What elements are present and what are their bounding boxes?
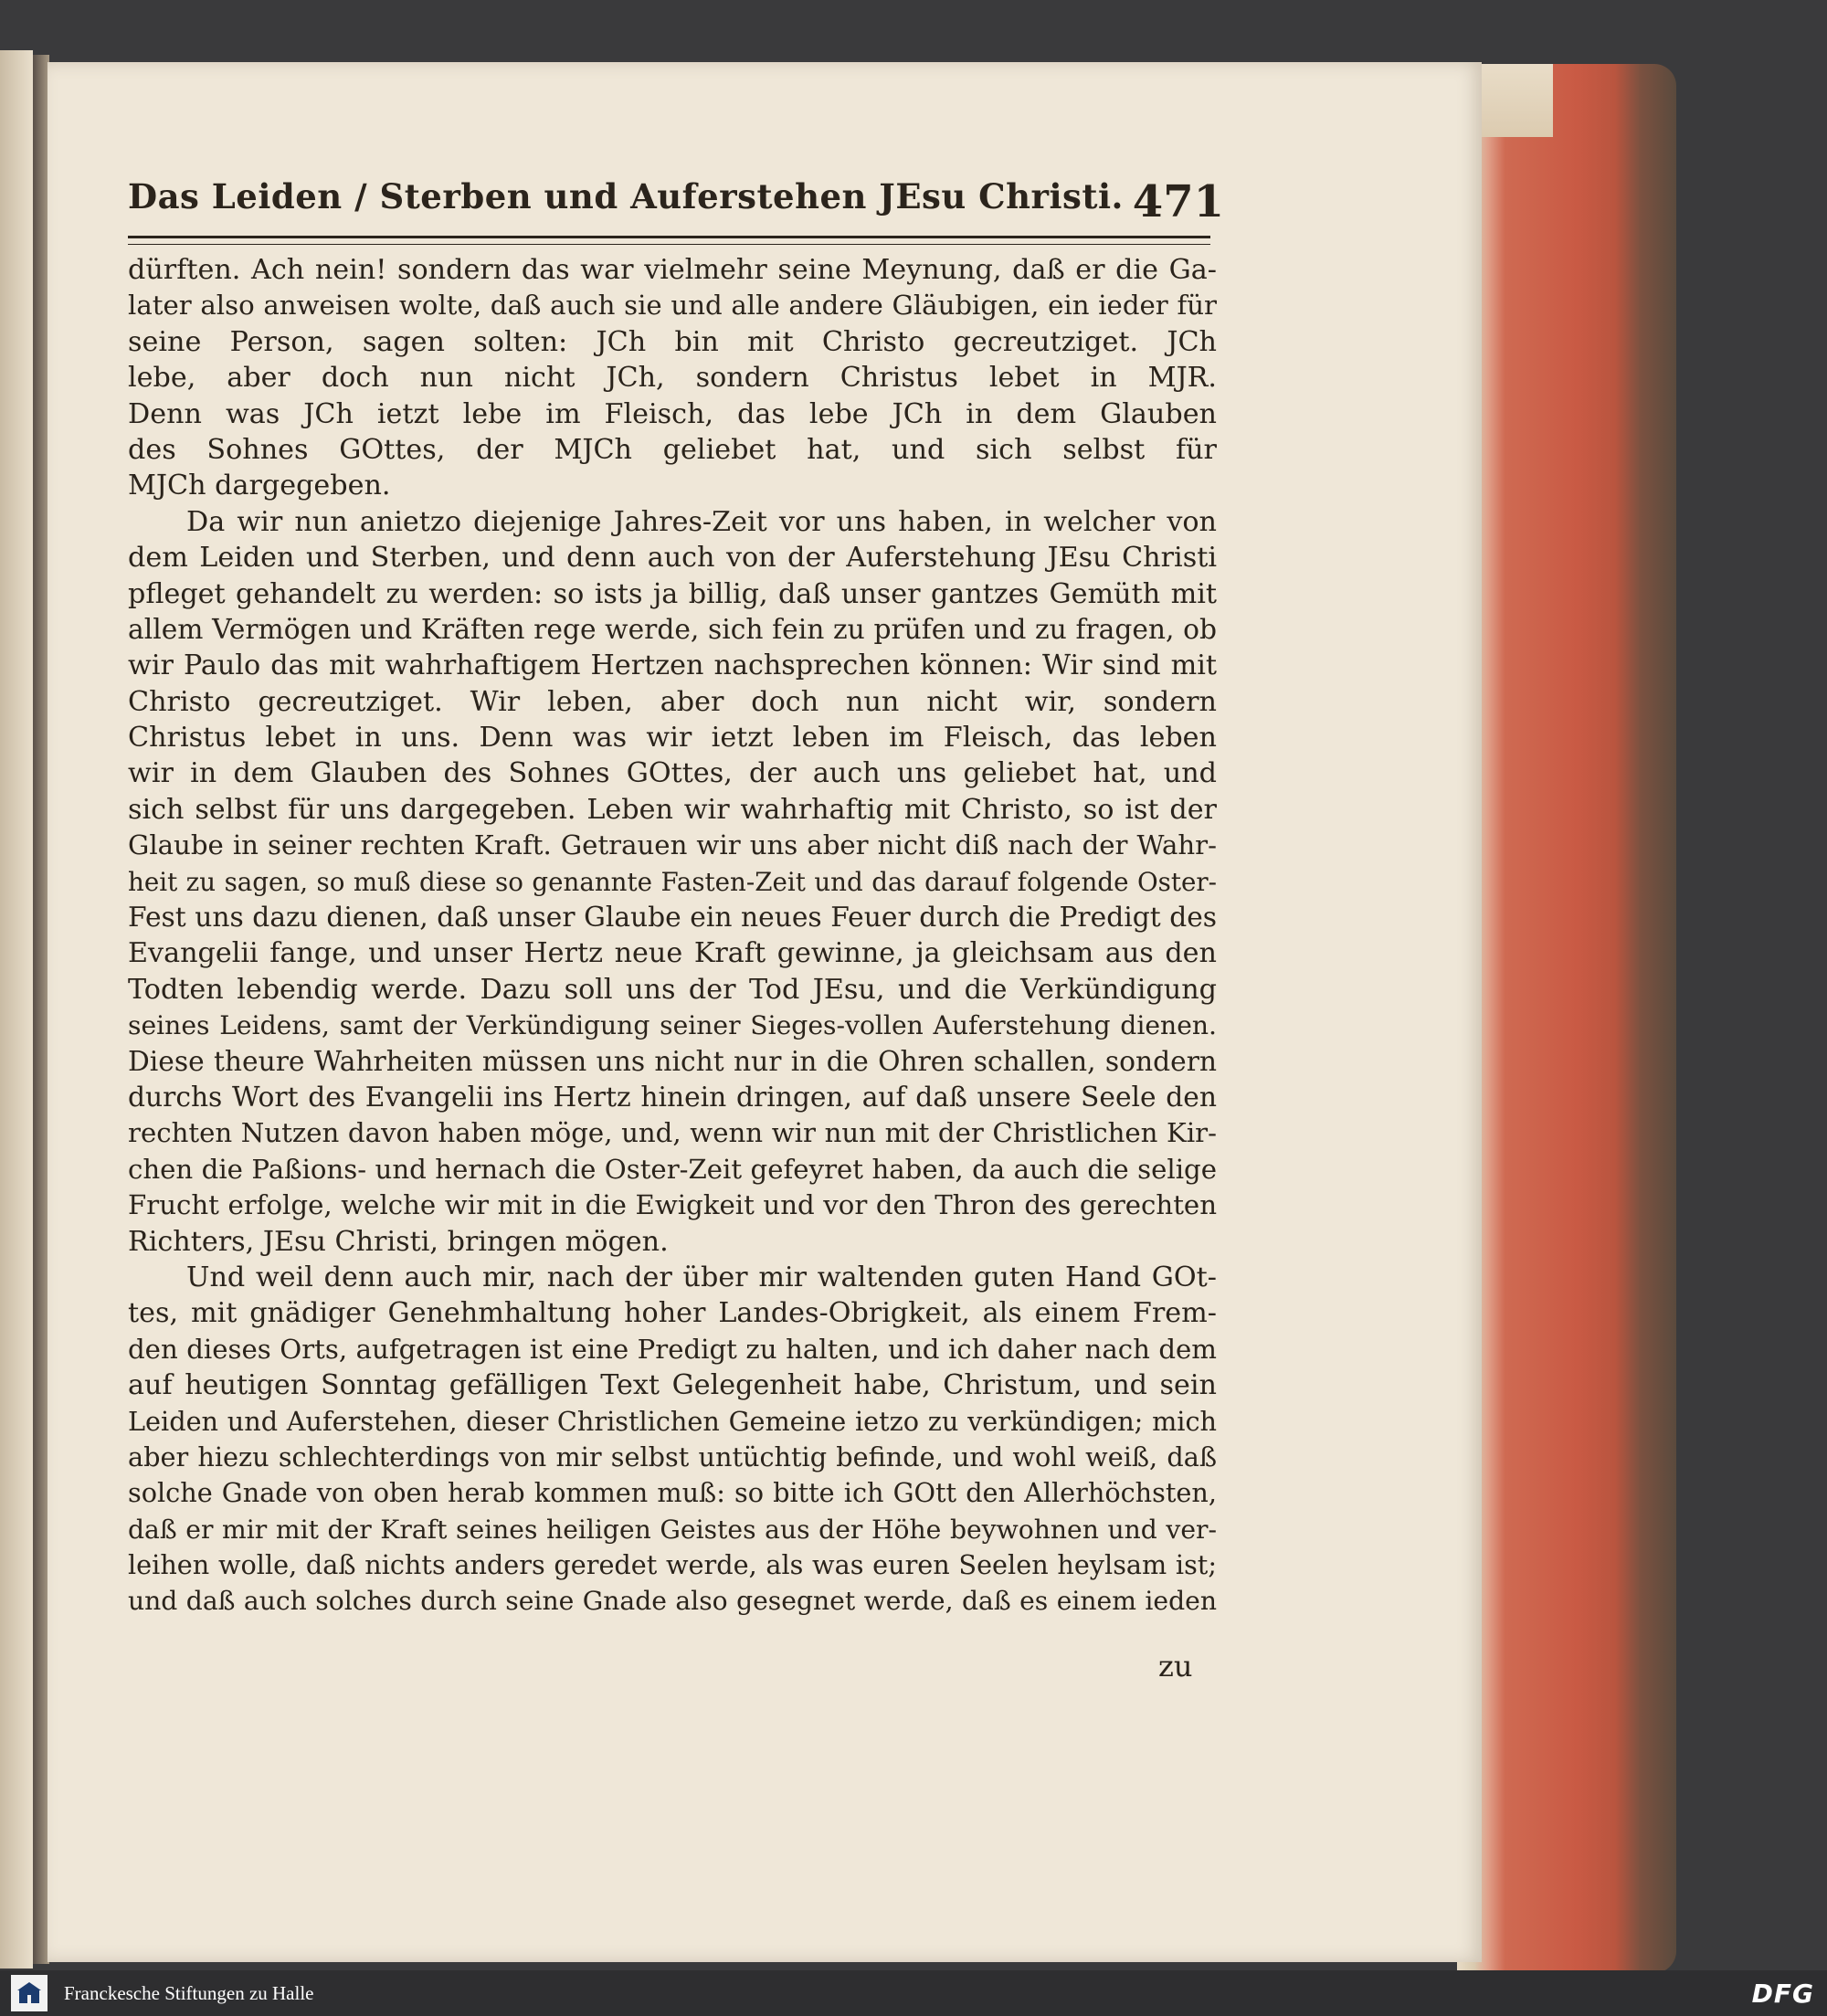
text-line: durchs Wort des Evangelii ins Hertz hinein dringen, auf daß unsere Seele den [128, 1081, 1217, 1114]
left-page-edge [0, 50, 33, 1969]
text-line: MJCh dargegeben. [128, 470, 391, 502]
text-line: Richters, JEsu Christi, bringen mögen. [128, 1225, 669, 1258]
dfg-logo: DFG [1751, 1978, 1814, 2009]
text-line: solche Gnade von oben herab kommen muß: so bitte ich GOtt den Allerhöchsten, [128, 1477, 1217, 1509]
text-line: wir Paulo das mit wahrhaftigem Hertzen nachsprechen können: Wir sind mit [128, 649, 1217, 682]
text-line: Frucht erfolge, welche wir mit in die Ewigkeit und vor den Thron des gerechten [128, 1189, 1217, 1221]
institution-name: Franckesche Stiftungen zu Halle [64, 1981, 314, 2004]
viewer-footer [0, 1970, 1827, 2016]
text-line: des Sohnes GOttes, der MJCh geliebet hat, und sich selbst für [128, 433, 1217, 466]
body-text [128, 252, 1217, 1620]
text-line: sich selbst für uns dargegeben. Leben wir wahrhaftig mit Christo, so ist der [128, 793, 1217, 826]
text-line: Todten lebendig werde. Dazu soll uns der Tod JEsu, und die Verkündigung [128, 973, 1217, 1006]
text-line: Denn was JCh ietzt lebe im Fleisch, das lebe JCh in dem Glauben [128, 397, 1217, 430]
text-line: later also anweisen wolte, daß auch sie und alle andere Gläubigen, ein ieder für [128, 290, 1217, 322]
text-line: heit zu sagen, so muß diese so genannte Fasten-Zeit und das darauf folgende Oster- [128, 866, 1217, 897]
text-line: Und weil denn auch mir, nach der über mir waltenden guten Hand GOt- [186, 1261, 1217, 1293]
text-line: tes, mit gnädiger Genehmhaltung hoher Landes-Obrigkeit, als einem Frem- [128, 1297, 1217, 1330]
text-line: Christo gecreutziget. Wir leben, aber doch nun nicht wir, sondern [128, 685, 1217, 718]
building-icon [16, 1979, 43, 2007]
text-line: lebe, aber doch nun nicht JCh, sondern Christus lebet in MJR. [128, 362, 1217, 395]
text-line: Fest uns dazu dienen, daß unser Glaube ein neues Feuer durch die Predigt des [128, 902, 1217, 934]
text-line: Evangelii fange, und unser Hertz neue Kraft gewinne, ja gleichsam aus den [128, 937, 1217, 970]
text-line: dürften. Ach nein! sondern das war vielmehr seine Meynung, daß er die Ga- [128, 254, 1217, 286]
text-line: den dieses Orts, aufgetragen ist eine Predigt zu halten, und ich daher nach dem [128, 1333, 1217, 1365]
text-line: allem Vermögen und Kräften rege werde, sich fein zu prüfen und zu fragen, ob [128, 613, 1217, 646]
text-line: Christus lebet in uns. Denn was wir ietzt leben im Fleisch, das leben [128, 722, 1217, 755]
text-line: rechten Nutzen davon haben möge, und, wenn wir nun mit der Christlichen Kir- [128, 1117, 1217, 1149]
running-title: Das Leiden / Sterben und Auferstehen JEsu Christi. [128, 176, 1124, 216]
text-line: wir in dem Glauben des Sohnes GOttes, der auch uns geliebet hat, und [128, 757, 1217, 790]
text-line: aber hiezu schlechterdings von mir selbst untüchtig befinde, und wohl weiß, daß [128, 1441, 1217, 1472]
text-line: Leiden und Auferstehen, dieser Christlichen Gemeine ietzo zu verkündigen; mich [128, 1405, 1217, 1437]
text-line: Da wir nun anietzo diejenige Jahres-Zeit vor uns haben, in welcher von [186, 505, 1217, 538]
book-fore-edge [1457, 64, 1676, 1973]
header-rule [128, 236, 1210, 245]
text-line: dem Leiden und Sterben, und denn auch von der Auferstehung JEsu Christi [128, 542, 1217, 575]
page-number: 471 [1132, 176, 1224, 227]
text-line: Glaube in seiner rechten Kraft. Getrauen wir uns aber nicht diß nach der Wahr- [128, 829, 1217, 861]
text-line: und daß auch solches durch seine Gnade also gesegnet werde, daß es einem ieden [128, 1586, 1217, 1617]
institution-logo-icon [11, 1975, 48, 2011]
running-header [128, 176, 1224, 231]
catchword: zu [1158, 1649, 1193, 1684]
text-line: daß er mir mit der Kraft seines heiligen Geistes aus der Höhe beywohnen und ver- [128, 1514, 1217, 1545]
text-line: leihen wolle, daß nichts anders geredet werde, als was euren Seelen heylsam ist; [128, 1549, 1217, 1581]
text-line: seines Leidens, samt der Verkündigung seiner Sieges-vollen Auferstehung dienen. [128, 1010, 1217, 1041]
text-line: pfleget gehandelt zu werden: so ists ja billig, daß unser gantzes Gemüth mit [128, 577, 1217, 610]
text-line: chen die Paßions- und hernach die Oster-Zeit gefeyret haben, da auch die selige [128, 1153, 1217, 1185]
text-line: Diese theure Wahrheiten müssen uns nicht nur in die Ohren schallen, sondern [128, 1045, 1217, 1078]
text-line: auf heutigen Sonntag gefälligen Text Gelegenheit habe, Christum, und sein [128, 1369, 1217, 1402]
text-line: seine Person, sagen solten: JCh bin mit Christo gecreutziget. JCh [128, 325, 1217, 358]
